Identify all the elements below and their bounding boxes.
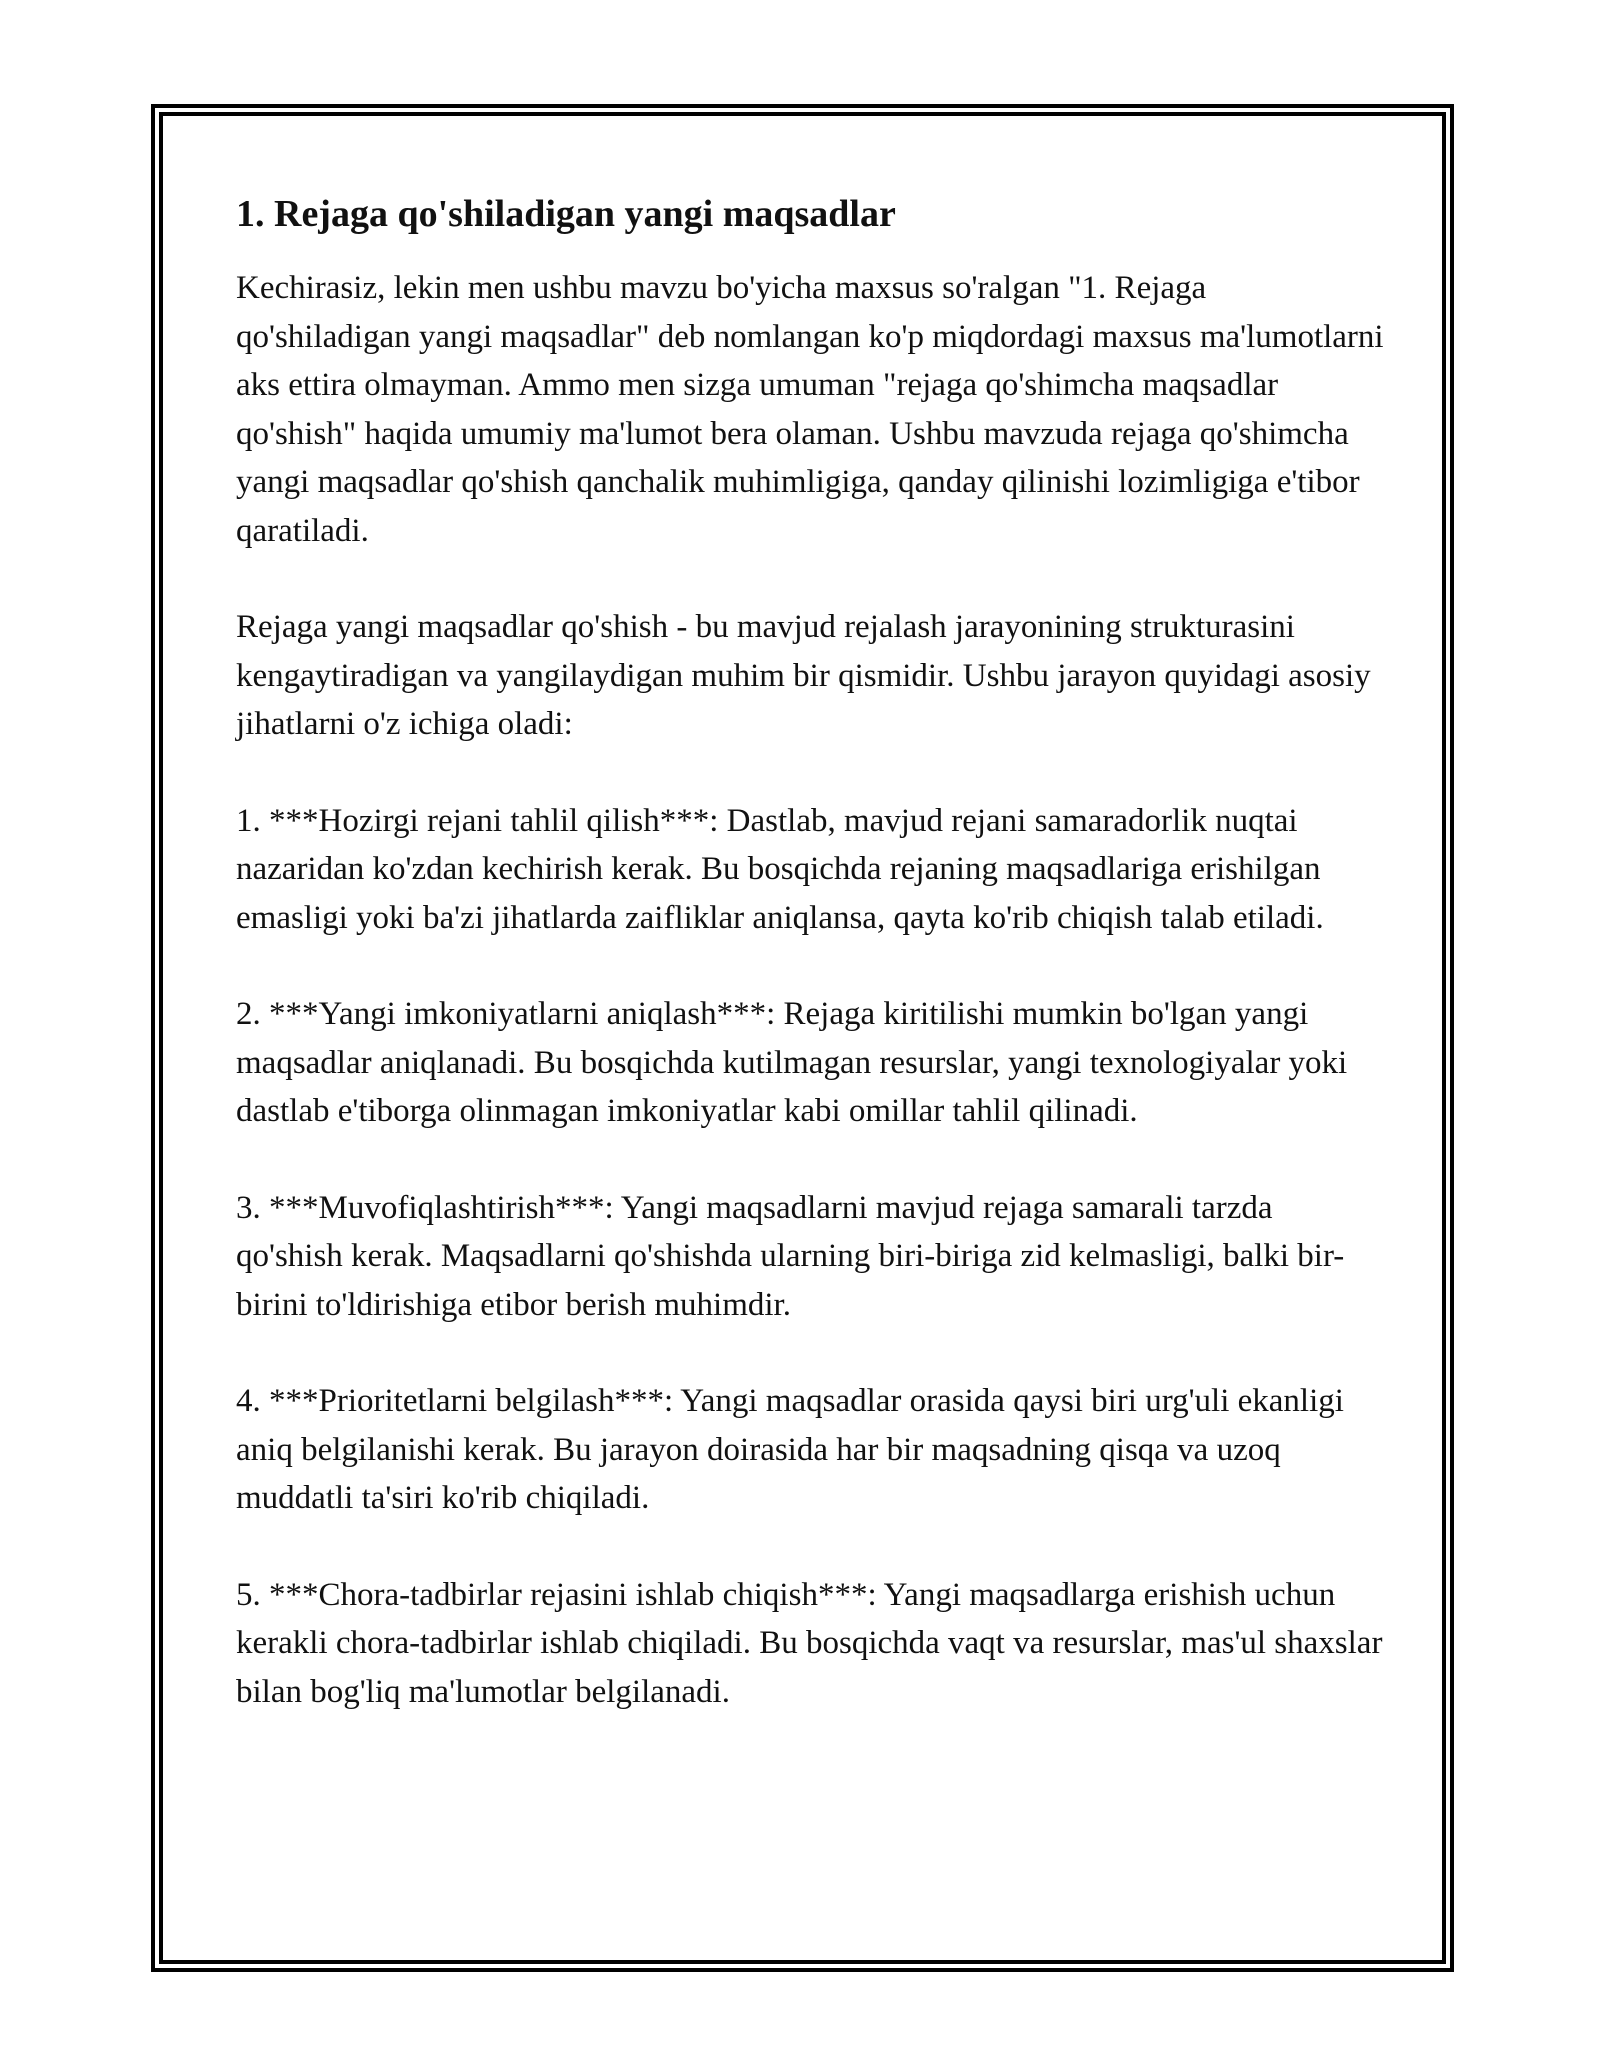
overview-paragraph: Rejaga yangi maqsadlar qo'shish - bu mavjud rejalash jarayonining strukturasini kengaytiradigan va yangilaydigan muhim bir qismidir. Ushbu jarayon quyidagi asosiy jihatlarni o'z ichiga oladi: [236,609,1371,742]
document-title: 1. Rejaga qo'shiladigan yangi maqsadlar [236,193,896,235]
list-item-coordination: 3. ***Muvofiqlashtirish***: Yangi maqsadlarni mavjud rejaga samarali tarzda qo'shish kerak. Maqsadlarni qo'shishda ularning biri-biriga zid kelmasligi, balki bir-birini to'ldirishiga etibor berish muhimdir. [236,1189,1345,1323]
document-body [236,188,1386,1764]
list-item-action-plan: 5. ***Chora-tadbirlar rejasini ishlab chiqish***: Yangi maqsadlarga erishish uchun kerakli chora-tadbirlar ishlab chiqiladi. Bu bosqichda vaqt va resurslar, mas'ul shaxslar bilan bog'liq ma'lumotlar belgilanadi. [236,1576,1383,1710]
list-item-opportunities: 2. ***Yangi imkoniyatlarni aniqlash***: Rejaga kiritilishi mumkin bo'lgan yangi maqsadlar aniqlanadi. Bu bosqichda kutilmagan resurslar, yangi texnologiyalar yoki dastlab e'tiborga olinmagan imkoniyatlar kabi omillar tahlil qilinadi. [236,996,1348,1129]
intro-paragraph: Kechirasiz, lekin men ushbu mavzu bo'yicha maxsus so'ralgan "1. Rejaga qo'shiladigan yangi maqsadlar" deb nomlangan ko'p miqdordagi maxsus ma'lumotlarni aks ettira olmayman. Ammo men sizga umuman "rejaga qo'shimcha maqsadlar qo'shish" haqida umumiy ma'lumot bera olaman. Ushbu mavzuda rejaga qo'shimcha yangi maqsadlar qo'shish qanchalik muhimligiga, qanday qilinishi lozimligiga e'tibor qaratiladi. [236,270,1384,549]
list-item-analysis: 1. ***Hozirgi rejani tahlil qilish***: Dastlab, mavjud rejani samaradorlik nuqtai nazaridan ko'zdan kechirish kerak. Bu bosqichda rejaning maqsadlariga erishilgan emasligi yoki ba'zi jihatlarda zaifliklar aniqlansa, qayta ko'rib chiqish talab etiladi. [236,802,1324,936]
list-item-priorities: 4. ***Prioritetlarni belgilash***: Yangi maqsadlar orasida qaysi biri urg'uli ekanligi aniq belgilanishi kerak. Bu jarayon doirasida har bir maqsadning qisqa va uzoq muddatli ta'siri ko'rib chiqiladi. [236,1383,1344,1516]
